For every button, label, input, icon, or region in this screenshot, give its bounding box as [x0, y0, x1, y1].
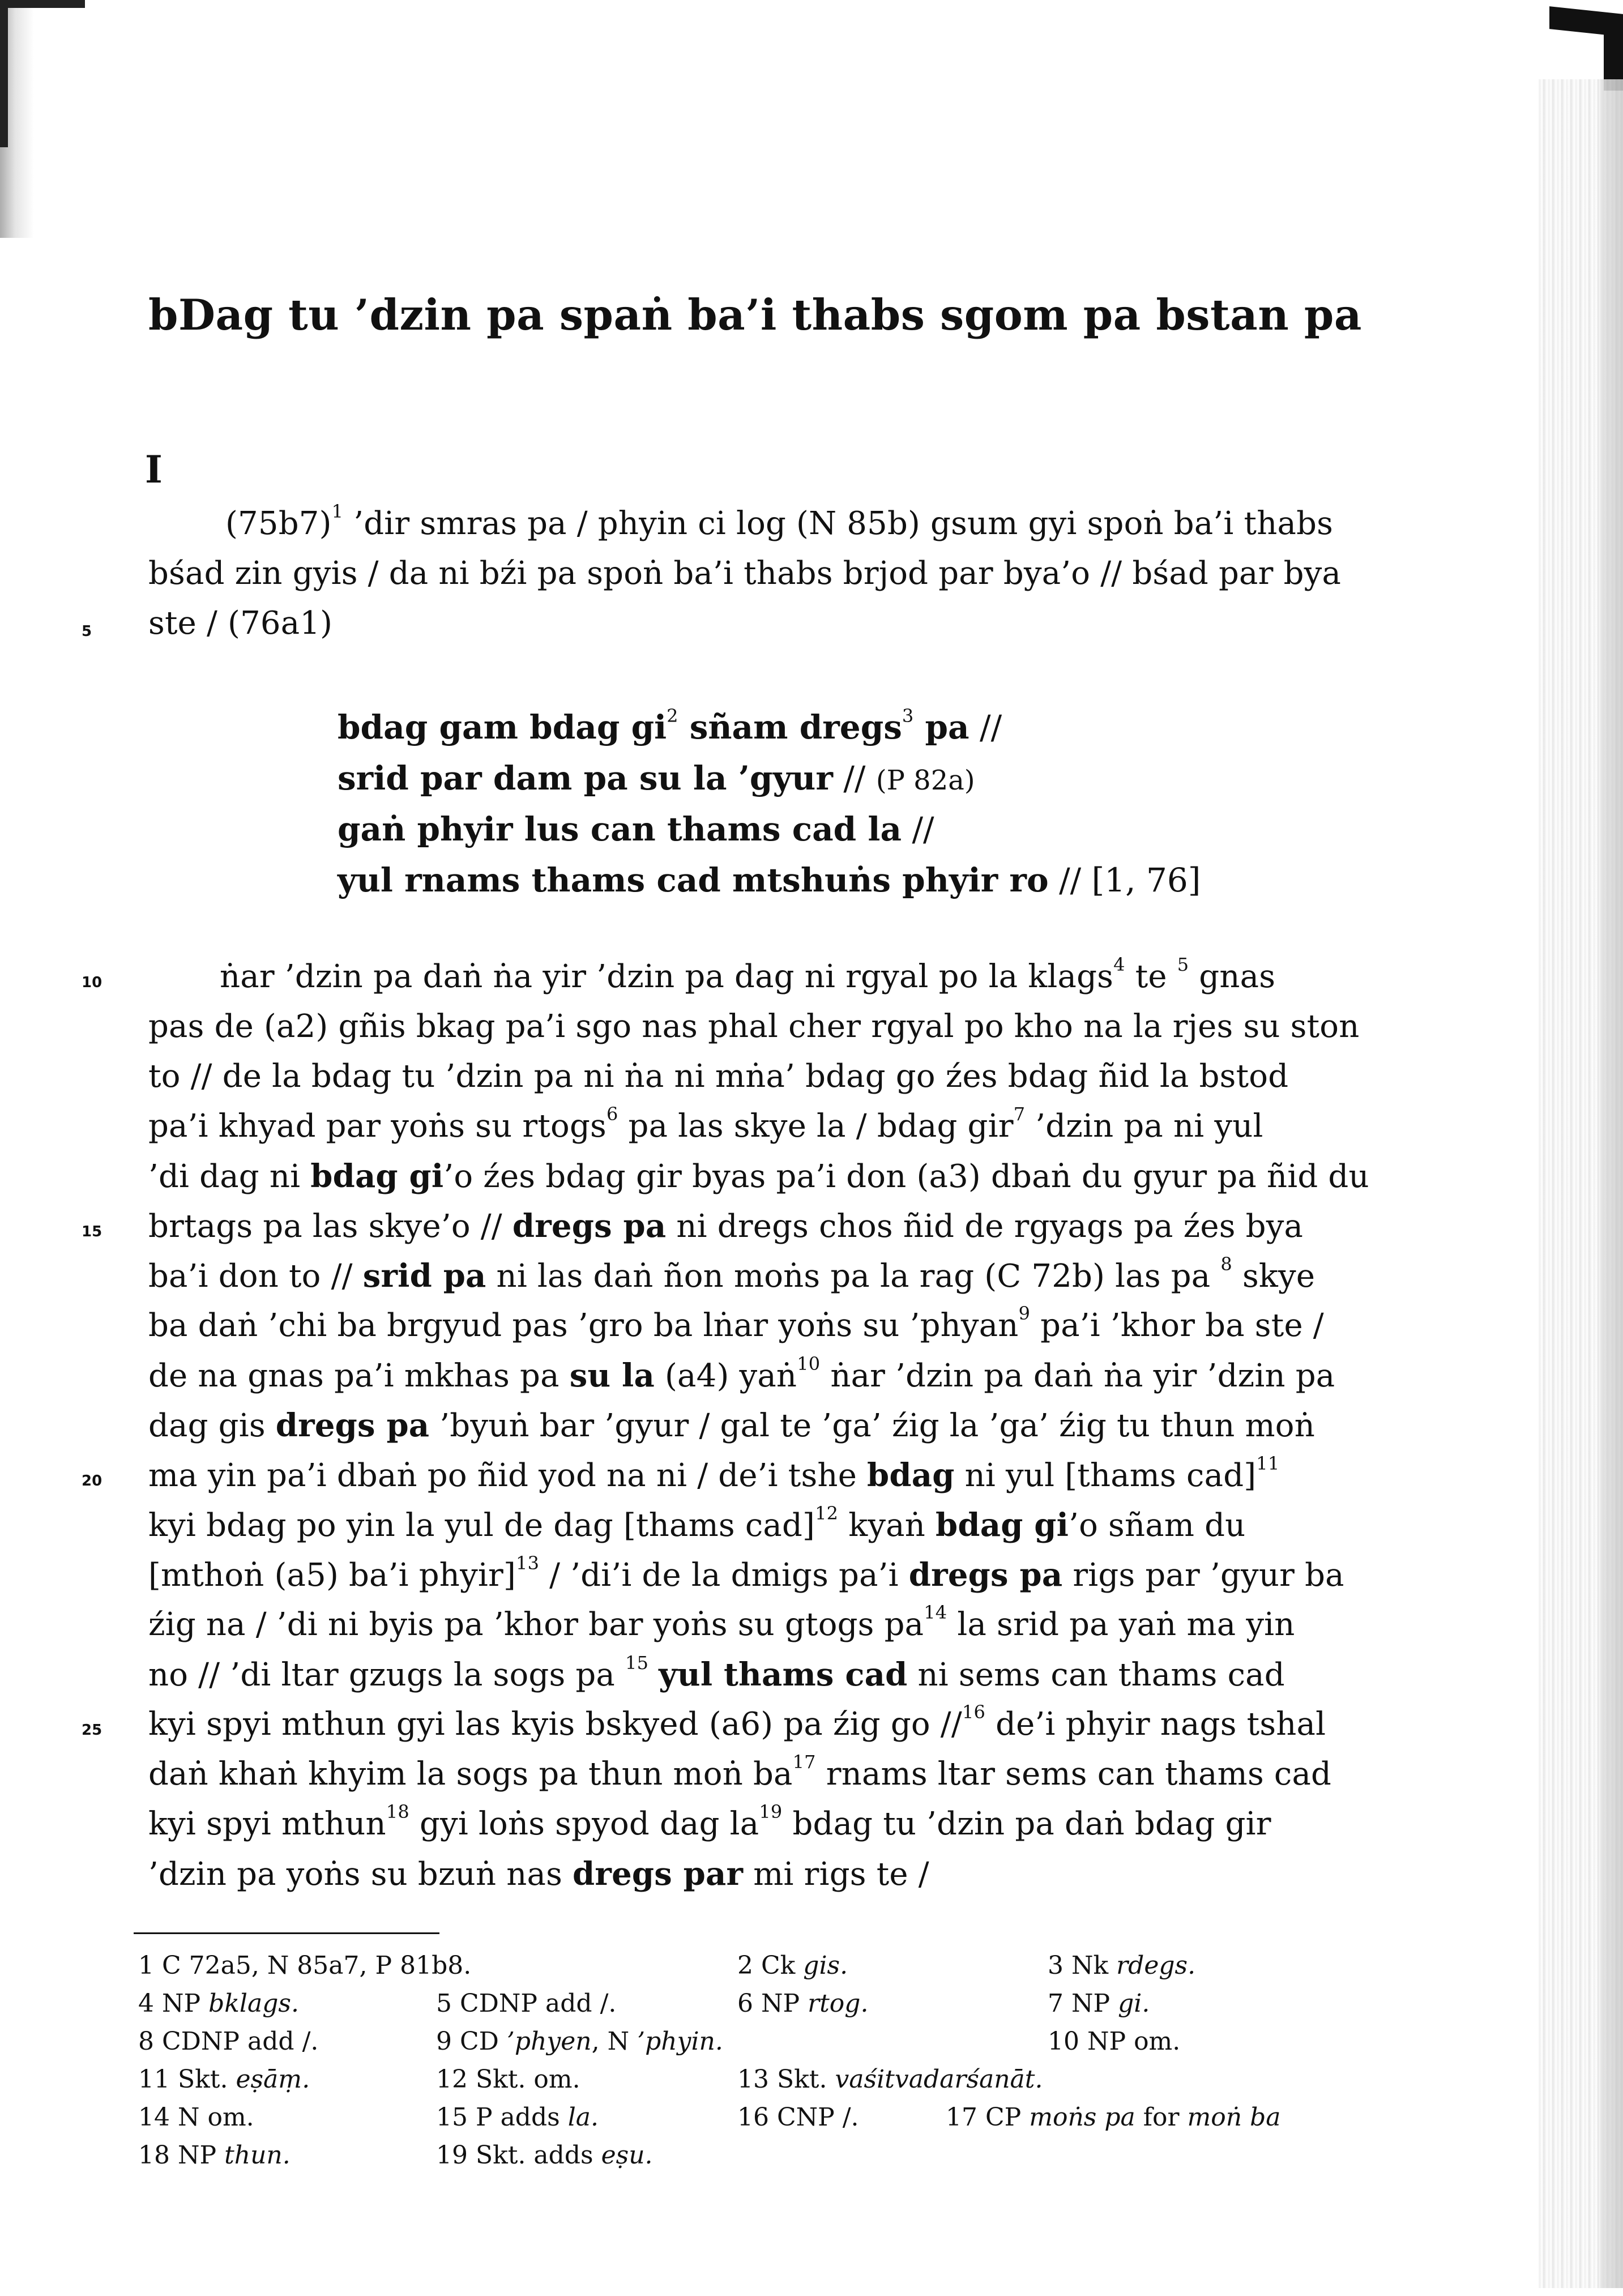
line-number-15: 15	[82, 1223, 102, 1240]
footnote-3: 3 Nk rdegs.	[1048, 1951, 1196, 1980]
verse-line-3: gaṅ phyir lus can thams cad la //	[338, 810, 934, 848]
verse-line-1: bdag gam bdag $gi^2$ sñam dregs$^3$ pa //	[338, 705, 1002, 746]
footnote-11: 11 Skt. eṣāṃ.	[138, 2065, 310, 2094]
body-line-19: dag gis dregs pa ’byuṅ bar ’gyur / gal te ’ga’ źig la ’ga’ źig tu thun moṅ	[148, 1407, 1315, 1444]
page-title: bDag tu ’dzin pa spaṅ ba’i thabs sgom pa bstan pa	[148, 290, 1362, 340]
footnote-17: 17 CP moṅs pa for moṅ ba	[946, 2103, 1281, 2132]
body-line-20: ma yin pa’i dbaṅ po ñid yod na ni / de’i tshe bdag ni yul [thams cad]$^{11}$	[148, 1453, 1280, 1494]
footnote-12: 12 Skt. om.	[436, 2065, 580, 2094]
footnote-8: 8 CDNP add /.	[138, 2027, 319, 2056]
footnote-1: 1 C 72a5, N 85a7, P 81b8.	[138, 1951, 472, 1980]
verse-line-4: yul rnams thams cad mtshuṅs phyir ro // [1, 76]	[338, 861, 1201, 899]
body-line-28: ’dzin pa yoṅs su bzuṅ nas dregs par mi rigs te /	[148, 1855, 929, 1893]
footnote-4: 4 NP bklags.	[138, 1989, 299, 2018]
footnote-14: 14 N om.	[138, 2103, 254, 2132]
footnote-19: 19 Skt. adds eṣu.	[436, 2141, 653, 2170]
body-line-24: no // ’di ltar gzugs la sogs pa $^{15}$ yul thams cad ni sems can thams cad	[148, 1652, 1285, 1693]
line-number-5: 5	[82, 623, 92, 640]
body-line-23: źig na / ’di ni byis pa ’khor bar yoṅs su gtogs $pa^{14}$ la srid pa yaṅ ma yin	[148, 1602, 1295, 1643]
body-line-13: pa’i khyad par yoṅs su rtogs$^6$ pa las skye la / bdag gir$^7$ ’dzin pa ni yul	[148, 1103, 1263, 1145]
line-number-10: 10	[82, 974, 102, 991]
body-line-26: daṅ khaṅ khyim la sogs pa thun moṅ $ba^{17}$ rnams ltar sems can thams cad	[148, 1751, 1332, 1793]
footnote-separator	[134, 1932, 439, 1934]
footnote-9: 9 CD ’phyen, N ’phyin.	[436, 2027, 723, 2056]
scan-edge-right-shadow	[1600, 79, 1623, 2288]
footnote-18: 18 NP thun.	[138, 2141, 291, 2170]
line-number-25: 25	[82, 1722, 102, 1739]
scan-corner-top-left-vertical	[0, 0, 8, 147]
verse-line-2: srid par dam pa su la ’gyur // (P 82a)	[338, 759, 975, 797]
body-line-16: ba’i don to // srid pa ni las daṅ ñon moṅs pa la rag (C 72b) las pa $^8$ skye	[148, 1253, 1316, 1295]
footnote-16: 16 CNP /.	[737, 2103, 859, 2132]
footnote-10: 10 NP om.	[1048, 2027, 1181, 2056]
footnote-15: 15 P adds la.	[436, 2103, 599, 2132]
body-line-14: ’di dag ni bdag gi’o źes bdag gir byas pa’i don (a3) dbaṅ du gyur pa ñid du	[148, 1158, 1369, 1195]
body-line-18: de na gnas pa’i mkhas pa su la (a4) yaṅ$^{10}$ ṅar ’dzin pa daṅ ṅa yir ’dzin pa	[148, 1353, 1335, 1394]
section-number: I	[145, 447, 163, 492]
footnote-7: 7 NP gi.	[1048, 1989, 1150, 2018]
body-line-12: to // de la bdag tu ’dzin pa ni ṅa ni mṅa’ bdag go źes bdag ñid la bstod	[148, 1058, 1289, 1095]
intro-line-1: $(75b7)^1$ ’dir smras pa / phyin ci log (N 85b) gsum gyi spoṅ ba’i thabs	[225, 501, 1334, 542]
intro-line-2: bśad zin gyis / da ni bźi pa spoṅ ba’i thabs brjod par bya’o // bśad par bya	[148, 555, 1342, 592]
footnote-5: 5 CDNP add /.	[436, 1989, 617, 2018]
body-line-11: pas de (a2) gñis bkag pa’i sgo nas phal cher rgyal po kho na la rjes su ston	[148, 1008, 1360, 1045]
scan-corner-top-left	[0, 0, 85, 8]
body-line-27: kyi spyi mthun$^{18}$ gyi loṅs spyod dag $la^{19}$ bdag tu ’dzin pa daṅ bdag gir	[148, 1801, 1271, 1842]
line-number-20: 20	[82, 1473, 102, 1490]
body-line-10: ṅar ’dzin pa daṅ ṅa yir ’dzin pa dag ni rgyal po la klags$^4$ te $^5$ gnas	[220, 954, 1276, 995]
footnote-2: 2 Ck gis.	[737, 1951, 848, 1980]
body-line-25: kyi spyi mthun gyi las kyis bskyed (a6) pa źig go //$^{16}$ de’i phyir nags tshal	[148, 1701, 1326, 1743]
body-line-15: brtags pa las skye’o // dregs pa ni dregs chos ñid de rgyags pa źes bya	[148, 1207, 1304, 1245]
intro-line-3: ste / (76a1)	[148, 605, 333, 642]
body-line-21: kyi bdag po yin la yul de dag [thams cad]$^{12}$ kyaṅ bdag gi’o sñam du	[148, 1503, 1246, 1544]
body-line-17: ba daṅ ’chi ba brgyud pas ’gro ba lṅar yoṅs su ’phyan$^9$ pa’i ’khor ba ste /	[148, 1303, 1324, 1344]
body-line-22: [mthoṅ (a5) ba’i phyir]$^{13}$ / ’di’i de la dmigs pa’i dregs pa rigs par ’gyur ba	[148, 1552, 1344, 1594]
footnote-13: 13 Skt. vaśitvadarśanāt.	[737, 2065, 1043, 2094]
footnote-6: 6 NP rtog.	[737, 1989, 869, 2018]
